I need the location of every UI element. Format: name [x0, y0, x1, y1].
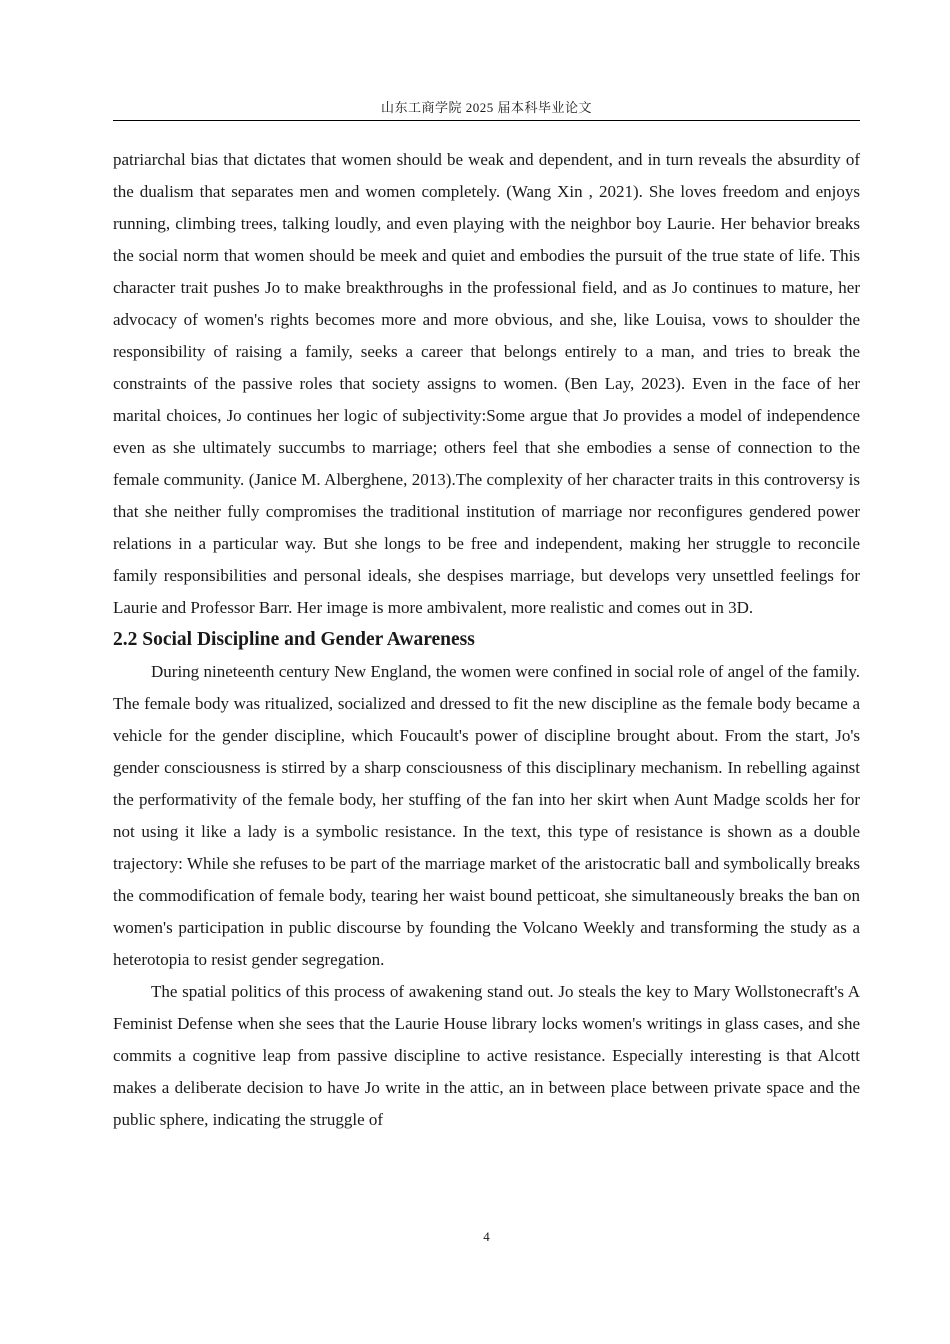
body-paragraph: The spatial politics of this process of awakening stand out. Jo steals the key to Mary Wollstonecraft's A Feminist Defense when she sees that the Laurie House library locks women's writings in glass cases, and she commits a cognitive leap from passive discipline to active resistance. Especially interesting is that Alcott makes a deliberate decision to have Jo write in the attic, an in between place between private space and the public sphere, indicating the struggle of [113, 982, 860, 1129]
running-header: 山东工商学院 2025 届本科毕业论文 [380, 100, 592, 115]
body-paragraph: During nineteenth century New England, the women were confined in social role of angel of the family. The female body was ritualized, socialized and dressed to fit the new discipline as the female body became a vehicle for the gender discipline, which Foucault's power of discipline brought about. From the start, Jo's gender consciousness is stirred by a sharp consciousness of this disciplinary mechanism. In rebelling against the performativity of the female body, her stuffing of the fan into her skirt when Aunt Madge scolds her for not using it like a lady is a symbolic resistance. In the text, this type of resistance is shown as a double trajectory: While she refuses to be part of the marriage market of the aristocratic ball and symbolically breaks the commodification of female body, tearing her waist bound petticoat, she simultaneously breaks the ban on women's participation in public discourse by founding the Volcano Weekly and transforming the study as a heterotopia to resist gender segregation. [113, 662, 860, 969]
section-heading: 2.2 Social Discipline and Gender Awareness [113, 629, 475, 650]
page-number: 4 [483, 1229, 490, 1244]
header-divider [113, 120, 860, 121]
page-body [113, 144, 860, 1136]
body-paragraph: patriarchal bias that dictates that women should be weak and dependent, and in turn reveals the absurdity of the dualism that separates men and women completely. (Wang Xin , 2021). She loves freedom and enjoys running, climbing trees, talking loudly, and even playing with the neighbor boy Laurie. Her behavior breaks the social norm that women should be meek and quiet and embodies the pursuit of the true state of life. This character trait pushes Jo to make breakthroughs in the professional field, and as Jo continues to mature, her advocacy of women's rights becomes more and more obvious, and she, like Louisa, vows to shoulder the responsibility of raising a family, seeks a career that belongs entirely to a man, and tries to break the constraints of the passive roles that society assigns to women. (Ben Lay, 2023). Even in the face of her marital choices, Jo continues her logic of subjectivity:Some argue that Jo provides a model of independence even as she ultimately succumbs to marriage; others feel that she embodies a sense of connection to the female community. (Janice M. Alberghene, 2013).The complexity of her character traits in this controversy is that she neither fully compromises the traditional institution of marriage nor reconfigures gendered power relations in a particular way. But she longs to be free and independent, making her struggle to reconcile family responsibilities and personal ideals, she despises marriage, but develops very unsettled feelings for Laurie and Professor Barr. Her image is more ambivalent, more realistic and comes out in 3D. [113, 150, 860, 617]
